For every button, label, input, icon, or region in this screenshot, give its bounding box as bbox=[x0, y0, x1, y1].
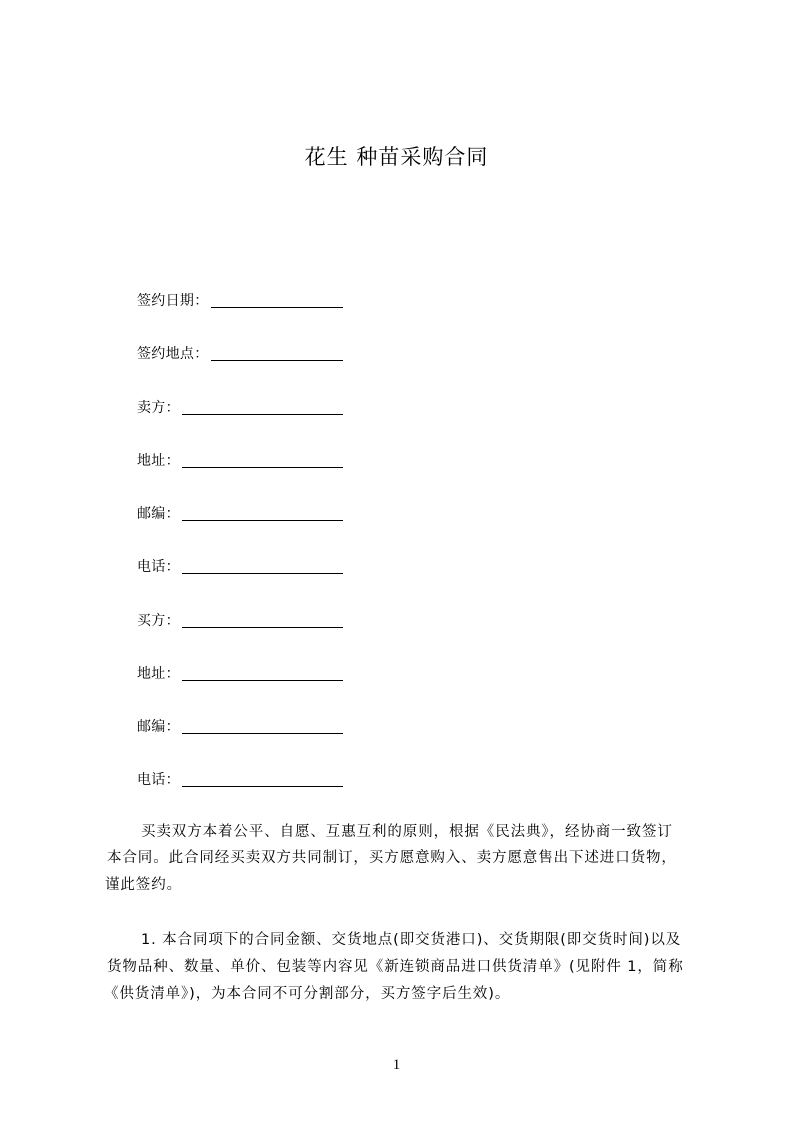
field-label: 签约日期： bbox=[137, 293, 209, 309]
field-label: 邮编： bbox=[137, 719, 180, 735]
field-label: 邮编： bbox=[137, 506, 180, 522]
field-seller-phone bbox=[137, 557, 343, 577]
blank-line bbox=[182, 614, 343, 628]
field-buyer bbox=[137, 611, 343, 631]
field-signing-date bbox=[137, 291, 343, 311]
paragraph-line: 谨此签约。 bbox=[105, 877, 182, 893]
field-label: 电话： bbox=[137, 772, 180, 788]
field-buyer-postcode bbox=[137, 717, 343, 737]
paragraph-line: 买卖双方本着公平、自愿、互惠互利的原则，根据《民法典》，经协商一致签订 bbox=[141, 824, 673, 840]
field-label: 买方： bbox=[137, 613, 180, 629]
page-number: 1 bbox=[392, 1057, 401, 1073]
field-buyer-phone bbox=[137, 770, 343, 790]
blank-line bbox=[182, 454, 343, 468]
paragraph-line: 1. 本合同项下的合同金额、交货地点(即交货港口)、交货期限(即交货时间)以及 bbox=[141, 932, 682, 948]
field-buyer-address bbox=[137, 664, 343, 684]
field-label: 电话： bbox=[137, 559, 180, 575]
field-label: 地址： bbox=[137, 666, 180, 682]
paragraph-line: 《供货清单》)，为本合同不可分割部分，买方签字后生效)。 bbox=[104, 986, 511, 1002]
blank-line bbox=[182, 560, 343, 574]
blank-line bbox=[182, 773, 343, 787]
field-seller-address bbox=[137, 451, 343, 471]
blank-line bbox=[211, 347, 344, 361]
document-title: 花生 种苗采购合同 bbox=[304, 145, 489, 169]
field-label: 签约地点： bbox=[137, 346, 209, 362]
field-signing-place bbox=[137, 344, 343, 364]
field-label: 卖方： bbox=[137, 400, 180, 416]
blank-line bbox=[182, 507, 343, 521]
field-seller-postcode bbox=[137, 504, 343, 524]
paragraph-line: 货物品种、数量、单价、包装等内容见《新连锁商品进口供货清单》(见附件 1，简称 bbox=[107, 959, 684, 975]
blank-line bbox=[182, 667, 343, 681]
blank-line bbox=[182, 401, 343, 415]
paragraph-line: 本合同。此合同经买卖双方共同制订，买方愿意购入、卖方愿意售出下述进口货物， bbox=[107, 850, 677, 866]
field-label: 地址： bbox=[137, 453, 180, 469]
field-seller bbox=[137, 398, 343, 418]
blank-line bbox=[211, 294, 344, 308]
blank-line bbox=[182, 720, 343, 734]
